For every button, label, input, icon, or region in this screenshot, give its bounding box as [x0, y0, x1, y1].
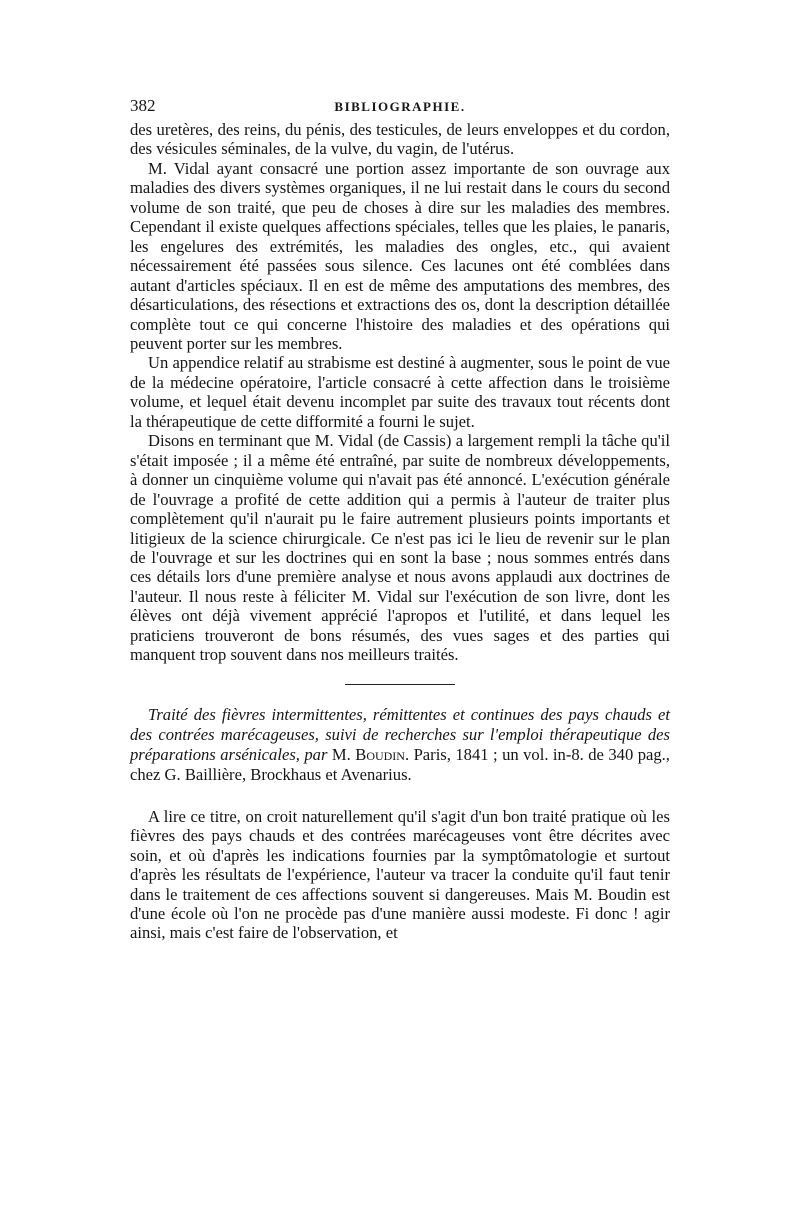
book-title: Traité des fièvres intermittentes, rémittentes et continues des pays chauds et des contrées marécageuses, suivi de recherches sur l'emploi thérapeutique des préparations arsénicales, — [130, 704, 670, 764]
page-header — [130, 96, 670, 120]
book-page — [130, 96, 670, 943]
book-publication-details: Paris, 1841 ; un vol. in-8. de 340 pag., chez G. Baillière, Brockhaus et Avenarius. — [130, 744, 670, 784]
page-number: 382 — [130, 96, 156, 115]
paragraph: des uretères, des reins, du pénis, des testicules, de leurs enveloppes et du cordon, des vésicules séminales, de la vulve, du vagin, de l'utérus. — [130, 120, 670, 159]
paragraph: Un appendice relatif au strabisme est destiné à augmenter, sous le point de vue de la médecine opératoire, l'article consacré à cette affection dans le troisième volume, et lequel était devenu incomplet par suite des travaux tout récents dont la thérapeutique de cette difformité a fourni le sujet. — [130, 353, 670, 431]
book-reference — [130, 705, 670, 785]
book-author-prefix: par — [304, 744, 328, 764]
running-head: BIBLIOGRAPHIE. — [334, 99, 466, 114]
paragraph: M. Vidal ayant consacré une portion assez importante de son ouvrage aux maladies des divers systèmes organiques, il ne lui restait dans le cours du second volume de son traité, que peu de choses à dire sur les maladies des membres. Cependant il existe quelques affections spéciales, telles que les plaies, le panaris, les engelures des extrémités, les maladies des ongles, etc., qui avaient nécessairement été passées sous silence. Ces lacunes ont été comblées dans autant d'articles spéciaux. Il en est de même des amputations des membres, des désarticulations, des résections et extractions des os, dont la description détaillée complète tout ce qui concerne l'histoire des maladies et des opérations qui peuvent porter sur les membres. — [130, 158, 670, 353]
paragraph: A lire ce titre, on croit naturellement qu'il s'agit d'un bon traité pratique où les fièvres des pays chauds et des contrées marécageuses vont être décrites avec soin, et où d'après les indications fournies par la symptômatologie et surtout d'après les résultats de l'expérience, l'auteur va tracer la conduite qu'il faut tenir dans le traitement de ces affections souvent si dangereuses. Mais M. Boudin est d'une école où l'on ne procède pas d'une manière aussi modeste. Fi donc ! agir ainsi, mais c'est faire de l'observation, et — [130, 806, 670, 943]
section-divider — [345, 684, 455, 685]
review-vidal-continuation — [130, 120, 670, 665]
book-author: M. Boudin. — [331, 744, 410, 764]
paragraph: Disons en terminant que M. Vidal (de Cassis) a largement rempli la tâche qu'il s'était imposée ; il a même été entraîné, par suite de nombreux développements, à donner un cinquième volume qui n'avait pas été annoncé. L'exécution générale de l'ouvrage a profité de cette addition qui a permis à l'auteur de traiter plus complètement qu'il n'aurait pu le faire autrement plusieurs points importants et litigieux de la science chirurgicale. Ce n'est pas ici le lieu de revenir sur le plan de l'ouvrage et sur les doctrines qui en sont la base ; nous sommes entrés dans ces détails lors d'une première analyse et nous avons applaudi aux doctrines de l'auteur. Il nous reste à féliciter M. Vidal sur l'exécution de son livre, dont les élèves ont déjà vivement apprécié l'apropos et l'utilité, et dans lequel les praticiens trouveront de bons résumés, des vues sages et des parties qui manquent trop souvent dans nos meilleurs traités. — [130, 431, 670, 665]
review-boudin — [130, 807, 670, 943]
